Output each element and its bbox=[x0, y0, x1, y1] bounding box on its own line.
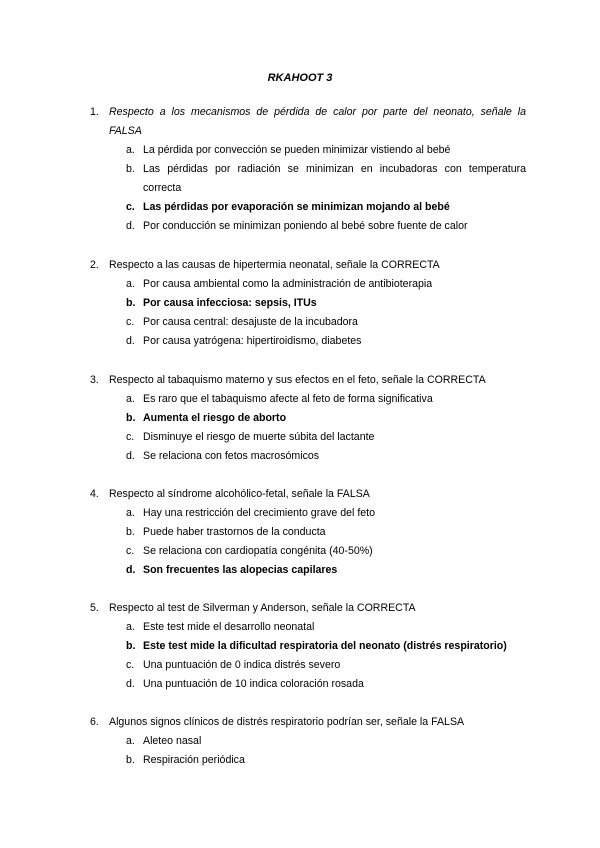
question-number: 2. bbox=[90, 259, 99, 271]
option-letter: a. bbox=[126, 507, 135, 519]
option-letter: c. bbox=[126, 545, 135, 557]
option-text: Se relaciona con cardiopatía congénita (40-50%) bbox=[143, 545, 373, 557]
option-letter: a. bbox=[126, 735, 135, 747]
answer-option bbox=[126, 751, 526, 770]
question-3 bbox=[90, 371, 526, 466]
answer-option bbox=[126, 390, 526, 409]
answer-option bbox=[126, 313, 526, 332]
answer-option bbox=[126, 618, 526, 637]
question-text: Respecto a los mecanismos de pérdida de calor por parte del neonato, señale la FALSA bbox=[109, 106, 526, 137]
option-letter: c. bbox=[126, 201, 135, 213]
answer-option bbox=[126, 160, 526, 198]
answer-option bbox=[126, 656, 526, 675]
document-title: RKAHOOT 3 bbox=[267, 72, 333, 84]
answer-option bbox=[126, 675, 526, 694]
answer-option bbox=[126, 447, 526, 466]
option-letter: c. bbox=[126, 431, 135, 443]
answer-option bbox=[126, 542, 526, 561]
option-letter: b. bbox=[126, 412, 136, 424]
option-text: Disminuye el riesgo de muerte súbita del lactante bbox=[143, 431, 375, 443]
answer-option-correct bbox=[126, 294, 526, 313]
question-number: 3. bbox=[90, 374, 99, 386]
option-letter: a. bbox=[126, 393, 135, 405]
question-number: 5. bbox=[90, 602, 99, 614]
option-letter: b. bbox=[126, 640, 136, 652]
question-text: Respecto a las causas de hipertermia neonatal, señale la CORRECTA bbox=[109, 259, 440, 271]
option-text: Son frecuentes las alopecias capilares bbox=[143, 564, 338, 576]
option-text: Las pérdidas por radiación se minimizan en incubadoras con temperatura correcta bbox=[143, 163, 526, 194]
option-letter: a. bbox=[126, 278, 135, 290]
option-text: Una puntuación de 10 indica coloración rosada bbox=[143, 678, 364, 690]
option-letter: d. bbox=[126, 678, 135, 690]
answer-option bbox=[126, 523, 526, 542]
option-text: La pérdida por convección se pueden minimizar vistiendo al bebé bbox=[143, 144, 451, 156]
answer-option bbox=[126, 332, 526, 351]
question-number: 4. bbox=[90, 488, 99, 500]
answer-option-correct bbox=[126, 637, 526, 656]
answer-option bbox=[126, 217, 526, 236]
answer-option-correct bbox=[126, 561, 526, 580]
question-number: 6. bbox=[90, 716, 99, 728]
option-letter: b. bbox=[126, 163, 135, 175]
question-text: Respecto al tabaquismo materno y sus efectos en el feto, señale la CORRECTA bbox=[109, 374, 486, 386]
answer-option bbox=[126, 141, 526, 160]
option-text: Una puntuación de 0 indica distrés severo bbox=[143, 659, 341, 671]
question-5 bbox=[90, 599, 526, 694]
option-text: Por conducción se minimizan poniendo al bebé sobre fuente de calor bbox=[143, 220, 468, 232]
option-text: Es raro que el tabaquismo afecte al feto de forma significativa bbox=[143, 393, 433, 405]
option-letter: a. bbox=[126, 144, 135, 156]
option-text: Por causa yatrógena: hipertiroidismo, diabetes bbox=[143, 335, 362, 347]
option-letter: d. bbox=[126, 564, 136, 576]
option-text: Por causa ambiental como la administración de antibioterapia bbox=[143, 278, 433, 290]
option-text: Hay una restricción del crecimiento grave del feto bbox=[143, 507, 375, 519]
option-letter: d. bbox=[126, 220, 135, 232]
question-text: Respecto al test de Silverman y Anderson, señale la CORRECTA bbox=[109, 602, 416, 614]
option-letter: a. bbox=[126, 621, 135, 633]
question-6 bbox=[90, 713, 526, 770]
question-4 bbox=[90, 485, 526, 580]
option-letter: b. bbox=[126, 526, 135, 538]
answer-option bbox=[126, 504, 526, 523]
answer-option bbox=[126, 275, 526, 294]
answer-option-correct bbox=[126, 409, 526, 428]
option-letter: b. bbox=[126, 754, 135, 766]
option-letter: d. bbox=[126, 450, 135, 462]
option-letter: b. bbox=[126, 297, 136, 309]
option-letter: c. bbox=[126, 316, 135, 328]
option-text: Aumenta el riesgo de aborto bbox=[143, 412, 287, 424]
option-letter: d. bbox=[126, 335, 135, 347]
option-text: Las pérdidas por evaporación se minimizan mojando al bebé bbox=[143, 201, 450, 213]
option-text: Este test mide la dificultad respiratoria del neonato (distrés respiratorio) bbox=[143, 640, 507, 652]
answer-option-correct bbox=[126, 198, 526, 217]
option-text: Puede haber trastornos de la conducta bbox=[143, 526, 326, 538]
option-letter: c. bbox=[126, 659, 135, 671]
question-text: Algunos signos clínicos de distrés respiratorio podrían ser, señale la FALSA bbox=[109, 716, 465, 728]
option-text: Se relaciona con fetos macrosómicos bbox=[143, 450, 320, 462]
answer-option bbox=[126, 428, 526, 447]
question-2 bbox=[90, 256, 526, 351]
question-1 bbox=[90, 103, 526, 236]
option-text: Aleteo nasal bbox=[143, 735, 202, 747]
option-text: Por causa infecciosa: sepsis, ITUs bbox=[143, 297, 317, 309]
option-text: Este test mide el desarrollo neonatal bbox=[143, 621, 315, 633]
option-text: Por causa central: desajuste de la incubadora bbox=[143, 316, 358, 328]
question-number: 1. bbox=[90, 106, 99, 118]
answer-option bbox=[126, 732, 526, 751]
question-text: Respecto al síndrome alcohólico-fetal, señale la FALSA bbox=[109, 488, 370, 500]
option-text: Respiración periódica bbox=[143, 754, 245, 766]
